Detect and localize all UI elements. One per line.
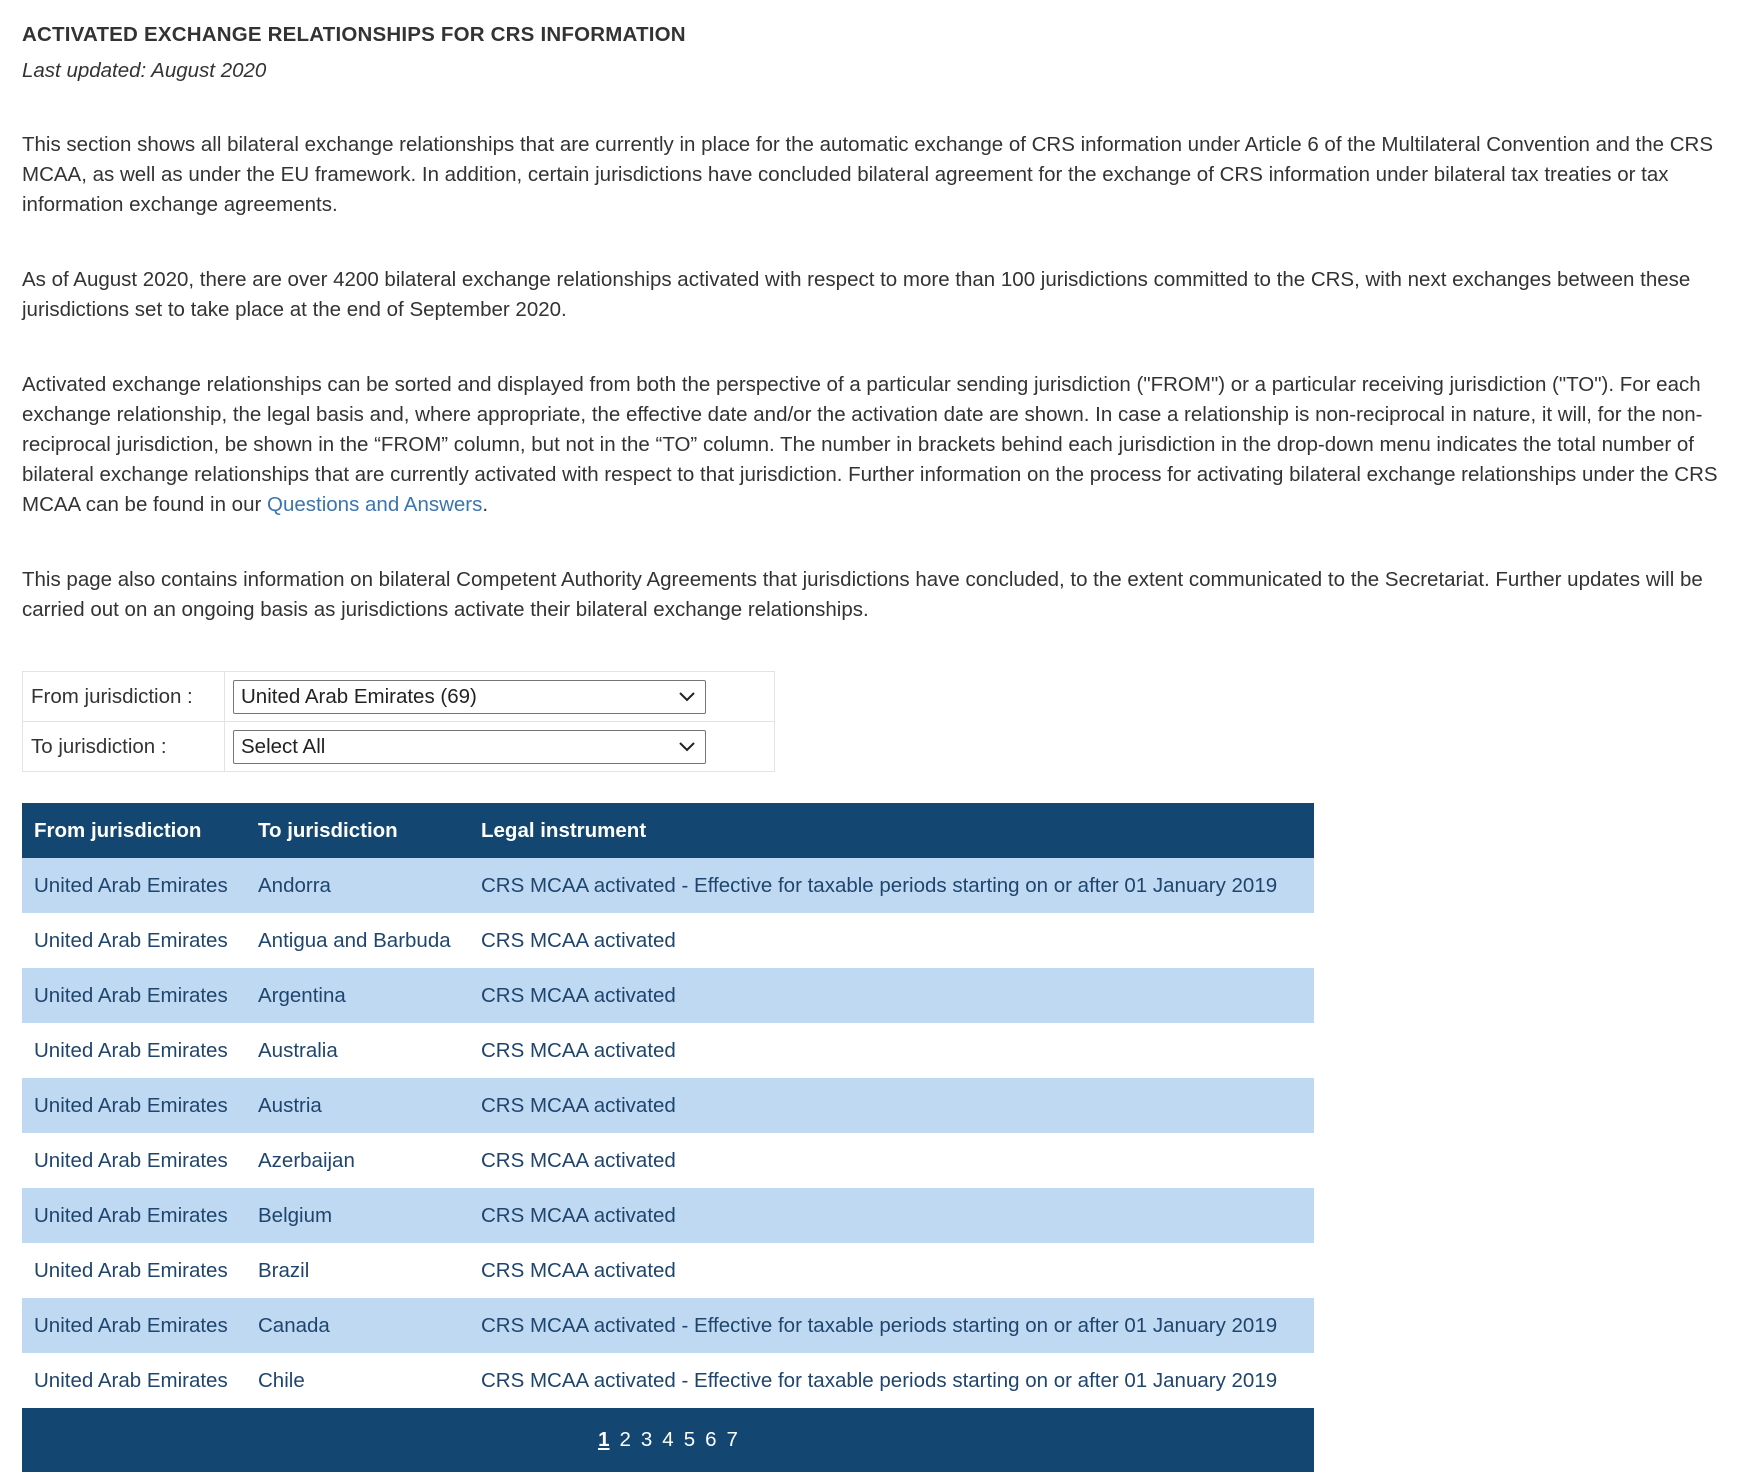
page-link-5[interactable]: 5 [683, 1428, 696, 1451]
questions-and-answers-link[interactable]: Questions and Answers [267, 493, 483, 516]
cell-from: United Arab Emirates [22, 968, 246, 1023]
chevron-down-icon [677, 737, 697, 757]
cell-to: Austria [246, 1078, 469, 1133]
intro-paragraph-4: This page also contains information on bilateral Competent Authority Agreements that jurisdictions have concluded, to the extent communicated to the Secretariat. Further updates will be carried out on an ongoing basis as jurisdictions activate their bilateral exchange relationships. [22, 568, 1703, 621]
cell-to: Argentina [246, 968, 469, 1023]
table-row [22, 1243, 1314, 1298]
to-jurisdiction-cell [225, 722, 775, 772]
cell-legal-instrument: CRS MCAA activated [481, 928, 676, 952]
table-row [22, 913, 1314, 968]
table-row [22, 1078, 1314, 1133]
cell-legal-instrument: CRS MCAA activated - Effective for taxable periods starting on or after 01 January 2019 [481, 1368, 1278, 1392]
table-row [22, 1298, 1314, 1353]
page-link-4[interactable]: 4 [662, 1428, 674, 1451]
to-filter-row [23, 722, 775, 772]
from-jurisdiction-cell [225, 672, 775, 722]
cell-to: Antigua and Barbuda [258, 928, 451, 952]
paragraph-3-text: Activated exchange relationships can be sorted and displayed from both the perspective of a particular sending jurisdiction ("FROM") or a particular receiving jurisdiction ("TO"). For each exchange relationship, the legal basis and, where appropriate, the effective date and/or the activation date are shown. In case a relationship is non-reciprocal in nature, it will, for the non-reciprocal jurisdiction, be shown in the “FROM” column, but not in the “TO” column. The number in brackets behind each jurisdiction in the drop-down menu indicates the total number of bilateral exchange relationships that are currently activated with respect to that jurisdiction. Further information on the process for activating bilateral exchange relationships under the CRS MCAA can be found in our [22, 373, 1718, 516]
table-header-row [22, 803, 1314, 858]
page-title: ACTIVATED EXCHANGE RELATIONSHIPS FOR CRS INFORMATION [22, 23, 686, 46]
table-row [22, 968, 1314, 1023]
cell-to: Brazil [258, 1258, 310, 1282]
cell-from: United Arab Emirates [22, 858, 246, 913]
table-row [22, 858, 1314, 913]
page-link-1[interactable]: 1 [598, 1428, 610, 1451]
page-link-6[interactable]: 6 [705, 1428, 717, 1451]
from-filter-row [23, 672, 775, 722]
to-jurisdiction-select[interactable] [233, 730, 706, 764]
cell-legal-instrument: CRS MCAA activated [481, 1038, 676, 1062]
cell-from: United Arab Emirates [34, 1258, 228, 1282]
from-jurisdiction-value: United Arab Emirates (69) [241, 684, 477, 708]
cell-to: Belgium [246, 1188, 469, 1243]
cell-legal-instrument: CRS MCAA activated [481, 1148, 676, 1172]
relationships-table [22, 803, 1314, 1472]
filter-table [22, 671, 775, 772]
pager-cell [22, 1408, 1314, 1472]
last-updated: Last updated: August 2020 [22, 59, 267, 82]
cell-to: Azerbaijan [258, 1148, 355, 1172]
pagination [598, 1428, 738, 1452]
cell-from: United Arab Emirates [22, 1298, 246, 1353]
cell-to: Chile [258, 1368, 305, 1392]
cell-to: Andorra [246, 858, 469, 913]
cell-from: United Arab Emirates [34, 928, 228, 952]
cell-from: United Arab Emirates [34, 1368, 228, 1392]
cell-from: United Arab Emirates [34, 1148, 228, 1172]
cell-from: United Arab Emirates [34, 1038, 228, 1062]
chevron-down-icon [677, 687, 697, 707]
to-jurisdiction-value: Select All [241, 734, 326, 758]
cell-legal-instrument: CRS MCAA activated [469, 968, 1314, 1023]
from-jurisdiction-label: From jurisdiction : [23, 672, 225, 722]
table-row [22, 1188, 1314, 1243]
cell-legal-instrument: CRS MCAA activated [469, 1188, 1314, 1243]
column-header-from[interactable]: From jurisdiction [22, 803, 246, 858]
cell-legal-instrument: CRS MCAA activated [469, 1078, 1314, 1133]
intro-paragraph-2: As of August 2020, there are over 4200 bilateral exchange relationships activated with respect to more than 100 jurisdictions committed to the CRS, with next exchanges between these jurisdictions set to take place at the end of September 2020. [22, 268, 1691, 321]
page-link-2[interactable]: 2 [619, 1428, 631, 1451]
page-link-3[interactable]: 3 [640, 1428, 653, 1451]
table-row [22, 1023, 1314, 1078]
cell-from: United Arab Emirates [22, 1188, 246, 1243]
paragraph-3-end: . [482, 493, 489, 516]
intro-paragraph-3 [22, 370, 1740, 520]
cell-legal-instrument: CRS MCAA activated - Effective for taxable periods starting on or after 01 January 2019 [469, 858, 1314, 913]
cell-legal-instrument: CRS MCAA activated - Effective for taxable periods starting on or after 01 January 2019 [469, 1298, 1314, 1353]
to-jurisdiction-label: To jurisdiction : [23, 722, 225, 772]
column-header-legal-instrument[interactable]: Legal instrument [469, 803, 1314, 858]
cell-to: Canada [246, 1298, 469, 1353]
table-row [22, 1353, 1314, 1408]
cell-from: United Arab Emirates [22, 1078, 246, 1133]
table-row [22, 1133, 1314, 1188]
cell-to: Australia [258, 1038, 338, 1062]
page-link-7[interactable]: 7 [726, 1428, 738, 1451]
column-header-to[interactable]: To jurisdiction [246, 803, 469, 858]
cell-legal-instrument: CRS MCAA activated [481, 1258, 676, 1282]
intro-paragraph-1: This section shows all bilateral exchange relationships that are currently in place for the automatic exchange of CRS information under Article 6 of the Multilateral Convention and the CRS MCAA, as well as under the EU framework. In addition, certain jurisdictions have concluded bilateral agreement for the exchange of CRS information under bilateral tax treaties or tax information exchange agreements. [22, 133, 1714, 216]
from-jurisdiction-select[interactable] [233, 680, 706, 714]
pager-row [22, 1408, 1314, 1472]
